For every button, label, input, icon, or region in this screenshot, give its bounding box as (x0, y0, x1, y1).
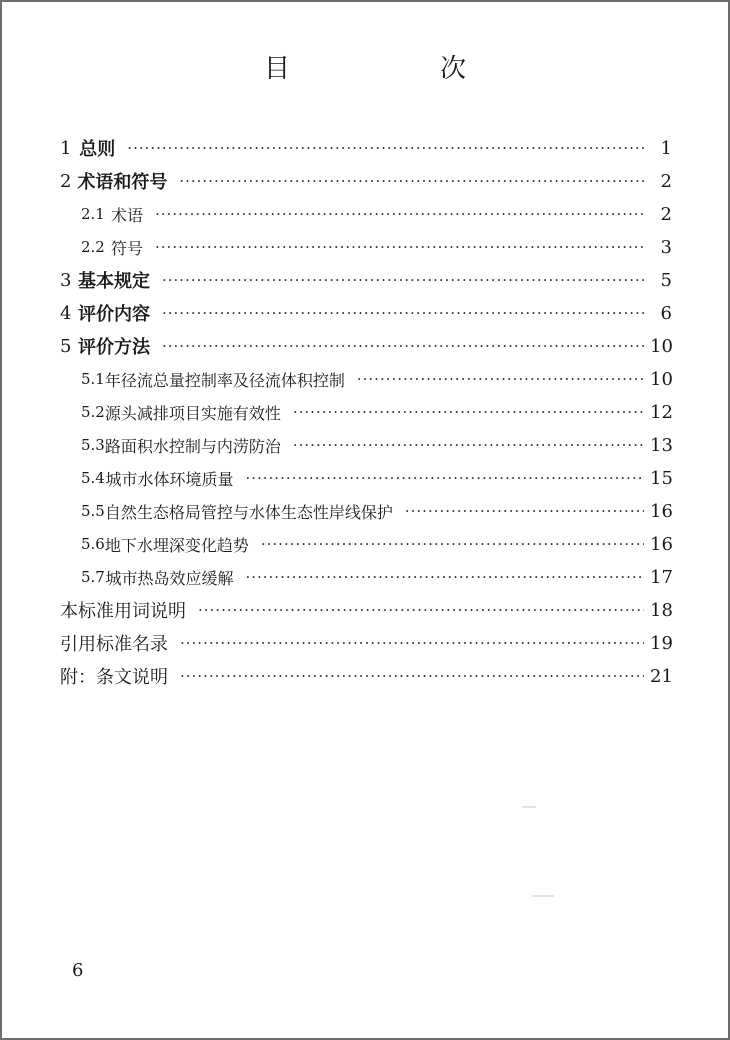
toc-entry-4[interactable] (60, 297, 672, 329)
dot-leader (245, 567, 644, 587)
toc-entry-number: 2.1 (81, 205, 105, 223)
toc-entry-label: 总则 (79, 139, 116, 160)
toc-entry-references[interactable] (60, 627, 672, 659)
toc-entry-2-2[interactable] (81, 231, 672, 263)
toc-entry-1[interactable] (60, 132, 672, 164)
toc-entry-page: 2 (660, 170, 672, 192)
dot-leader (179, 171, 644, 191)
scan-mark (532, 895, 554, 897)
dot-leader (180, 633, 644, 653)
dot-leader (162, 270, 644, 290)
toc-entry-5-6[interactable] (81, 528, 672, 560)
toc-entry-page: 16 (650, 533, 673, 555)
toc-entry-label: 符号 (111, 238, 144, 258)
toc-entry-label: 自然生态格局管控与水体生态性岸线保护 (104, 502, 393, 522)
toc-entry-page: 12 (650, 401, 673, 423)
toc-entry-number: 2.2 (81, 238, 105, 256)
dot-leader (180, 666, 644, 686)
page-title: 目 次 (263, 54, 528, 84)
toc-entry-2-1[interactable] (81, 198, 672, 230)
toc-entry-number: 5.4 (81, 469, 105, 487)
dot-leader (155, 204, 644, 224)
toc-entry-5-7[interactable] (81, 561, 672, 593)
toc-entry-number: 4 (60, 302, 72, 324)
toc-entry-label: 评价方法 (78, 337, 150, 358)
dot-leader (198, 600, 644, 620)
toc-entry-number: 5.7 (81, 568, 105, 586)
toc-entry-number: 2 (60, 170, 72, 192)
dot-leader (162, 336, 644, 356)
toc-entry-number: 5.6 (81, 535, 105, 553)
toc-entry-5-3[interactable] (81, 429, 672, 461)
toc-entry-5-1[interactable] (81, 363, 672, 395)
toc-entry-page: 2 (660, 203, 672, 225)
scan-mark (522, 806, 536, 808)
dot-leader (293, 402, 644, 422)
dot-leader (155, 237, 644, 257)
dot-leader (261, 534, 644, 554)
toc-entry-label: 评价内容 (78, 304, 150, 325)
toc-entry-label: 路面积水控制与内涝防治 (104, 436, 281, 456)
toc-entry-page: 6 (660, 302, 672, 324)
toc-entry-5[interactable] (60, 330, 672, 362)
toc-entry-5-2[interactable] (81, 396, 672, 428)
dot-leader (127, 138, 644, 158)
toc-entry-label: 基本规定 (78, 271, 150, 292)
toc-entry-page: 10 (650, 368, 673, 390)
toc-entry-page: 19 (650, 632, 673, 654)
toc-entry-3[interactable] (60, 264, 672, 296)
toc-entry-label: 附：条文说明 (60, 667, 168, 688)
toc-entry-number: 5.1 (81, 370, 105, 388)
toc-entry-label: 本标准用词说明 (60, 601, 186, 622)
page-number: 6 (72, 960, 84, 981)
toc-entry-appendix[interactable] (60, 660, 672, 692)
toc-entry-label: 城市水体环境质量 (105, 469, 234, 489)
toc-entry-number: 5 (60, 335, 72, 357)
dot-leader (357, 369, 644, 389)
dot-leader (405, 501, 644, 521)
toc-entry-page: 18 (650, 599, 673, 621)
toc-entry-page: 5 (660, 269, 672, 291)
toc-entry-number: 5.2 (81, 403, 105, 421)
toc-entry-page: 17 (650, 566, 673, 588)
toc-entry-page: 21 (650, 665, 673, 687)
toc-entry-5-4[interactable] (81, 462, 672, 494)
toc-entry-label: 引用标准名录 (60, 634, 168, 655)
toc-entry-number: 1 (60, 137, 72, 159)
dot-leader (245, 468, 644, 488)
toc-entry-number: 5.5 (81, 502, 105, 520)
toc-entry-page: 16 (650, 500, 673, 522)
toc-entry-label: 术语 (111, 205, 144, 225)
dot-leader (293, 435, 644, 455)
toc-entry-label: 源头减排项目实施有效性 (104, 403, 281, 423)
toc-entry-wording[interactable] (60, 594, 672, 626)
toc-entry-page: 1 (660, 137, 672, 159)
dot-leader (162, 303, 644, 323)
toc-entry-label: 地下水埋深变化趋势 (104, 535, 249, 555)
toc-entry-number: 3 (60, 269, 72, 291)
toc-entry-page: 10 (650, 335, 673, 357)
toc-entry-label: 术语和符号 (77, 172, 168, 193)
toc-entry-label: 年径流总量控制率及径流体积控制 (104, 370, 345, 390)
toc-entry-page: 15 (650, 467, 673, 489)
toc-entry-page: 3 (660, 236, 672, 258)
toc-entry-5-5[interactable] (81, 495, 672, 527)
toc-entry-label: 城市热岛效应缓解 (105, 568, 234, 588)
toc-entry-2[interactable] (60, 165, 672, 197)
toc-entry-page: 13 (650, 434, 673, 456)
toc-entry-number: 5.3 (81, 436, 105, 454)
